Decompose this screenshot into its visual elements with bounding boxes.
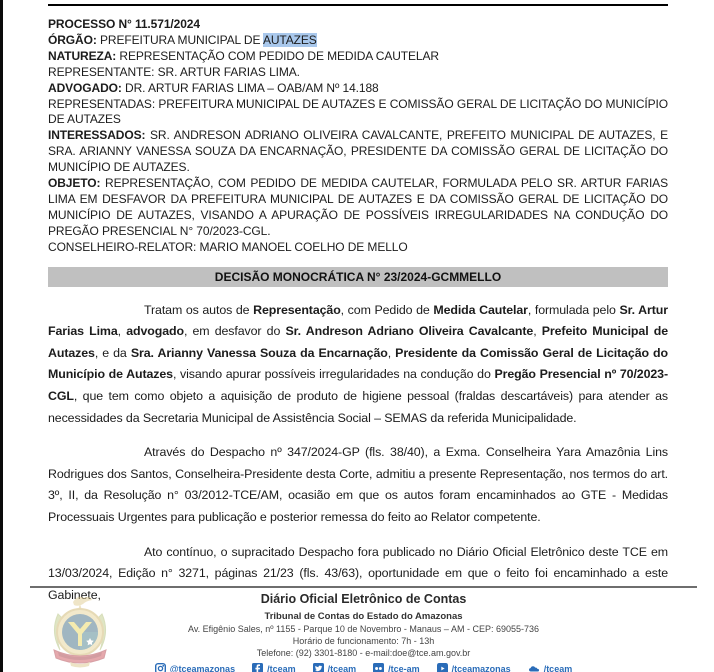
text-segment: ADVOGADO: [48,80,122,95]
text-segment: REPRESENTAÇÃO, COM PEDIDO DE MEDIDA CAUTELAR, FORMULADA PELO SR. ARTUR FARIAS LIMA EM DESFAVOR DA PREFEITURA MUNICIPAL DE AUTAZES E DA COMISSÃO GERAL DE LICITAÇÃO DO MUNICÍPIO DE AUTAZES, VISANDO A APURAÇÃO DE POSSÍVEIS IRREGULARIDADES NA CONDUÇÃO DO PREGÃO PRESENCIAL N° 70/2023-CGL. [48,176,668,238]
text-segment: CONSELHEIRO-RELATOR: MARIO MANOEL COELHO DE MELLO [48,239,408,254]
page-left-border [0,0,3,672]
text-segment: Sra. Arianny Vanessa Souza da Encarnação [130,345,388,360]
text-segment: , visando apurar possíveis irregularidades na condução do [172,367,495,382]
text-segment: advogado [126,324,184,339]
social-link-youtube[interactable] [437,663,511,672]
text-segment: , que tem como objeto a aquisição de produto de higiene pessoal (fraldas descartáveis) para atender as necessidades da Secretaria Municipal de Assistência Social – SEMAS da referida Municipalidade. [48,388,668,425]
soundcloud-icon [528,663,540,672]
header-line-representadas [48,97,668,129]
instagram-icon [155,663,166,672]
text-segment: SR. ANDRESON ADRIANO OLIVEIRA CAVALCANTE, PREFEITO MUNICIPAL DE AUTAZES, E SRA. ARIANNY VANESSA SOUZA DA ENCARNAÇÃO, PRESIDENTE DA COMISSÃO GERAL DE LICITAÇÃO DO MUNICÍPIO DE AUTAZES. [48,128,668,175]
text-segment: PREFEITURA MUNICIPAL DE [96,32,263,47]
social-handle: /tceam [543,663,573,672]
text-segment: , e da [94,345,131,360]
text-segment: Presidente da Comissão Geral de Licitação do Município de Autazes [48,345,668,382]
text-segment: NATUREZA: [48,48,117,63]
text-segment: PROCESSO N° 11.571/2024 [48,17,200,31]
footer-address: Av. Efigênio Sales, nº 1155 - Parque 10 de Novembro - Manaus – AM - CEP: 69055-736 [188,624,539,634]
header-line-objeto [48,176,668,240]
text-segment: Ato contínuo, o supracitado Despacho fora publicado no Diário Oficial Eletrônico deste TCE em 13/03/2024, Edição n° 3271, páginas 21/23 (fls. 43/63), oportunidade em que o feito foi encaminhado a este Gabinete, [48,544,668,602]
text-segment: Tratam os autos de [144,302,254,317]
text-segment: Prefeito Municipal de Autazes [48,324,669,360]
header-top-rule [48,4,668,6]
text-segment: OBJETO: [48,176,101,191]
social-handle: /tceam [267,663,296,672]
social-handle: /tce-am [388,663,420,672]
social-links-row [30,663,697,672]
social-link-twitter[interactable] [313,663,357,672]
text-segment: , [117,324,127,339]
footer-phone-email: Telefone: (92) 3301-8180 - e-mail:doe@tce.am.gov.br [256,648,471,658]
text-segment: Através do Despacho nº 347/2024-GP (fls. 38/40), a Exma. Conselheira Yara Amazônia Lins Rodrigues dos Santos, Conselheira-Presidente desta Corte, admitiu a presente Representação, nos termos do art. 3º, II, da Resolução n° 03/2012-TCE/AM, ocasião em que os autos foram encaminhados ao GTE - Medidas Processuais Urgentes para publicação e posterior remessa do feito ao Relator competente. [48,445,668,524]
header-line-representante [48,65,668,81]
social-link-instagram[interactable] [155,663,235,672]
flickr-icon [373,663,384,672]
text-segment: ÓRGÃO: [48,32,97,47]
header-line-processo [48,17,668,33]
document-content [48,17,668,606]
twitter-icon [313,663,324,672]
header-line-conselheiro-relator [48,240,668,256]
text-segment: REPRESENTAÇÃO COM PEDIDO DE MEDIDA CAUTELAR [116,48,439,63]
header-line-interessados [48,128,668,176]
text-segment: Medida Cautelar [433,302,528,317]
footer-org-name: Tribunal de Contas do Estado do Amazonas [264,611,463,622]
decision-title-bar [48,267,668,287]
text-segment: , formulada pelo [527,302,620,317]
text-segment: Pregão Presencial nº 70/2023-CGL [48,367,668,403]
text-segment: , com Pedido de [340,302,434,317]
text-segment: Representação [253,302,341,317]
body-paragraph [48,300,668,430]
text-segment: , em desfavor do [183,324,286,339]
text-segment: INTERESSADOS: [48,128,146,143]
text-segment: REPRESENTANTE: SR. ARTUR FARIAS LIMA. [48,64,300,79]
text-segment: DR. ARTUR FARIAS LIMA – OAB/AM Nº 14.188 [121,80,379,95]
text-segment: , [387,345,396,360]
text-segment: , [533,324,542,339]
youtube-icon [437,663,448,672]
body-paragraph [48,442,668,528]
social-link-facebook[interactable] [252,663,296,672]
process-header-block [48,17,668,256]
footer-hours: Horário de funcionamento: 7h - 13h [292,636,435,646]
decision-title: DECISÃO MONOCRÁTICA N° 23/2024-GCMMELLO [214,269,502,284]
header-line-orgao [48,33,668,49]
facebook-icon [252,663,263,672]
text-segment: Sr. Andreson Adriano Oliveira Cavalcante [285,324,534,339]
social-link-soundcloud[interactable] [528,663,573,672]
footer-title: Diário Oficial Eletrônico de Contas [260,592,467,606]
social-link-flickr[interactable] [373,663,420,672]
text-segment: Sr. Artur Farias Lima [48,302,668,339]
footer [30,592,697,672]
social-handle: /tceam [327,663,357,672]
social-handle: /tceamazonas [451,663,511,672]
highlighted-text: AUTAZES [262,32,317,47]
footer-separator-rule [30,586,697,588]
header-line-natureza [48,49,668,65]
text-segment: REPRESENTADAS: PREFEITURA MUNICIPAL DE AUTAZES E COMISSÃO GERAL DE LICITAÇÃO DO MUNICÍPIO DE AUTAZES [48,96,668,127]
social-handle: @tceamazonas [169,663,236,672]
header-line-advogado [48,81,668,97]
